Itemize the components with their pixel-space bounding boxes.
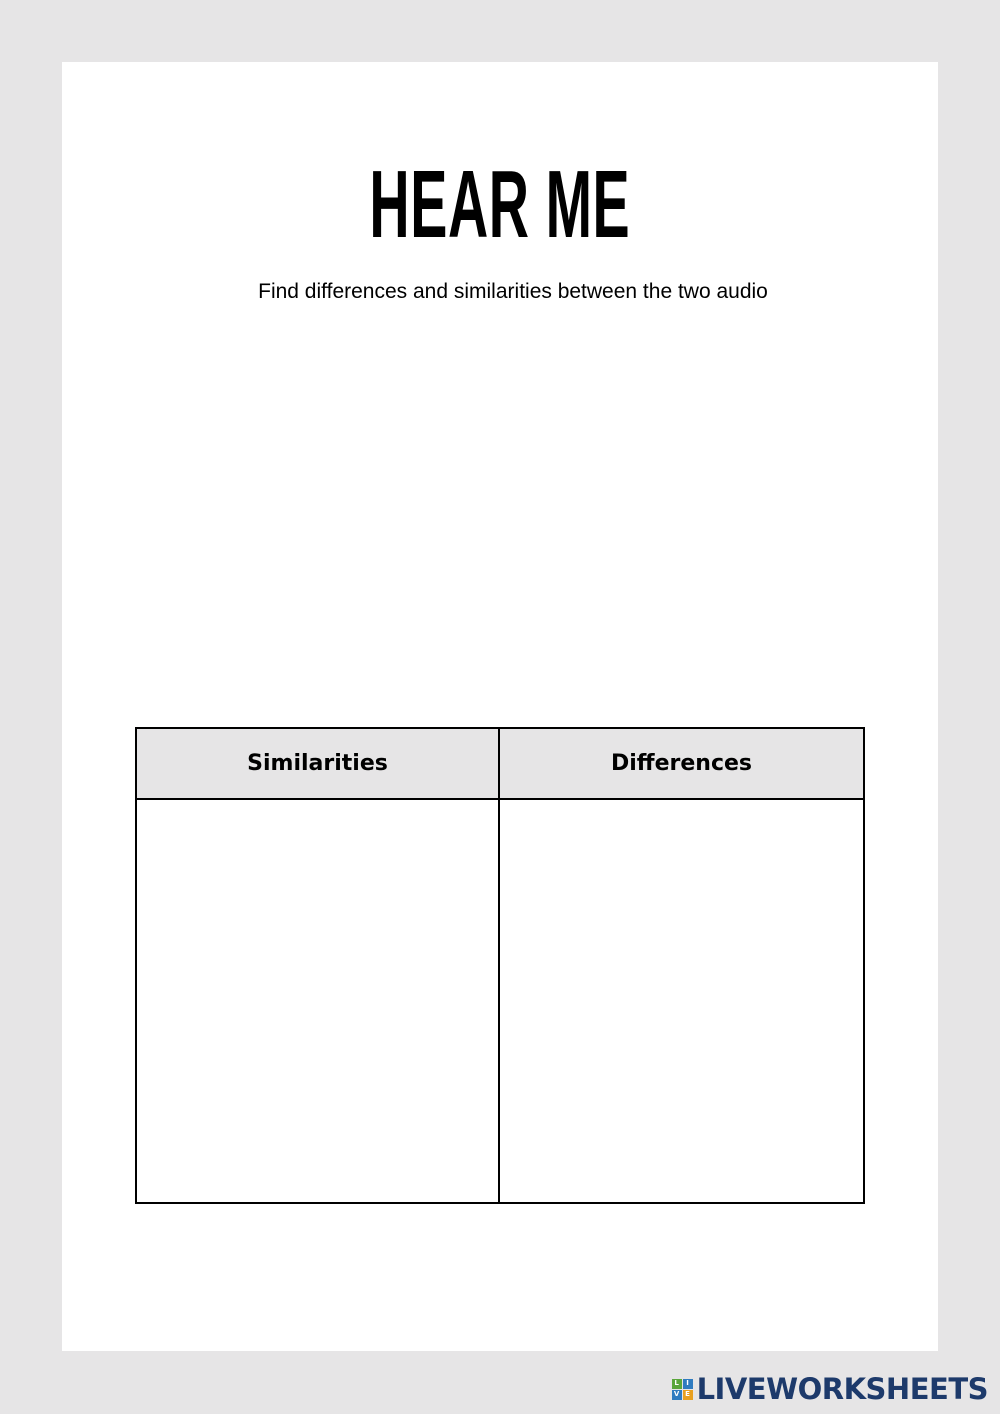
table-header-similarities: Similarities	[137, 729, 500, 800]
brand-name: LIVEWORKSHEETS	[696, 1372, 988, 1406]
table-header-differences: Differences	[500, 729, 863, 800]
logo-tile: E	[683, 1390, 693, 1400]
worksheet-instructions: Find differences and similarities between the two audio	[258, 280, 768, 303]
logo-tile: I	[683, 1379, 693, 1389]
worksheet-title: HEAR ME	[369, 151, 631, 258]
liveworksheets-logo[interactable]	[672, 1372, 988, 1406]
differences-answer-cell[interactable]	[500, 800, 863, 1202]
similarities-answer-cell[interactable]	[137, 800, 500, 1202]
logo-tile: L	[672, 1379, 682, 1389]
comparison-table	[135, 727, 865, 1204]
logo-tile: V	[672, 1390, 682, 1400]
liveworksheets-logo-icon	[672, 1379, 693, 1400]
